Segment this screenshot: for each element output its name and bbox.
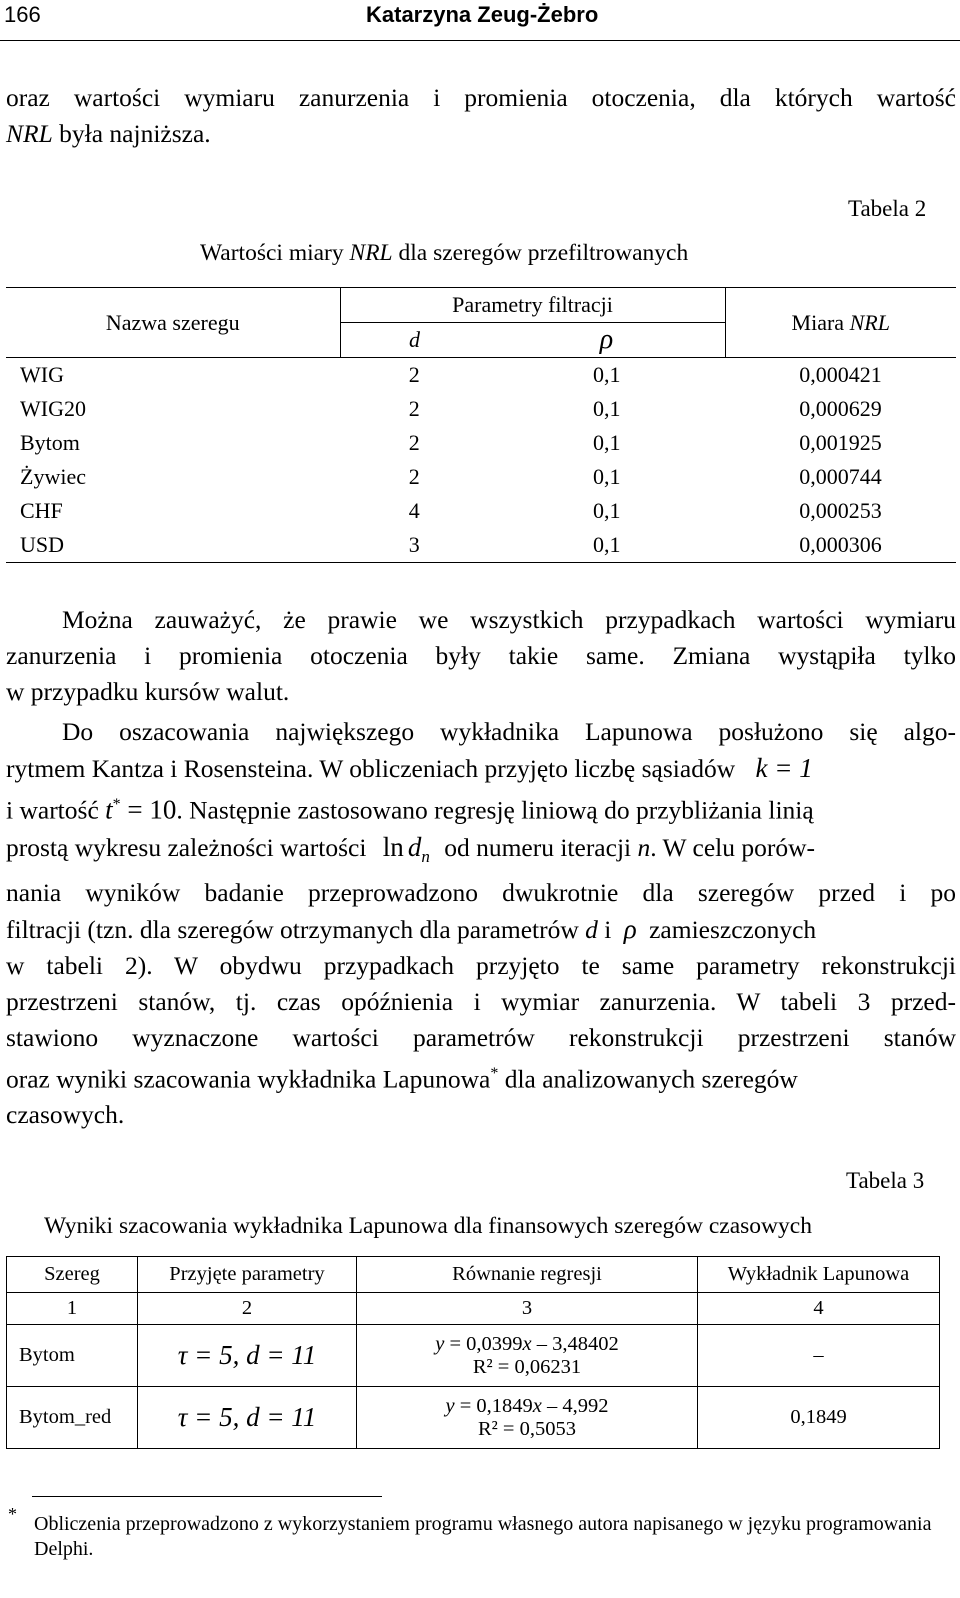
cell-nrl: 0,000744 <box>799 464 882 489</box>
footnote-mark: * <box>8 1504 17 1524</box>
cell-series: Bytom_red <box>7 1387 138 1449</box>
cell-d: 2 <box>408 430 420 455</box>
table3-label: Tabela 3 <box>846 1168 925 1193</box>
cell-d: 2 <box>408 396 420 421</box>
intro-line-2 <box>6 116 956 152</box>
var-rho: ρ <box>623 913 637 944</box>
eq-end: – 4,992 <box>541 1394 609 1417</box>
table2-col-measure-var: NRL <box>849 309 890 335</box>
table3-col-number: 1 <box>7 1293 138 1325</box>
p1-line-3: w przypadku kursów walut. <box>6 677 290 706</box>
nrl-variable: NRL <box>6 119 53 148</box>
cell-rho: 0,1 <box>593 498 621 523</box>
footnote-divider <box>32 1496 382 1497</box>
math-n-sub: n <box>421 846 430 866</box>
intro-paragraph <box>6 80 956 152</box>
cell-nrl: 0,000306 <box>725 528 956 563</box>
p2-line-2-text: rytmem Kantza i Rosensteina. W obliczeniach przyjęto liczbę sąsiadów <box>6 754 742 783</box>
var-n: n <box>637 832 651 862</box>
p2-line-10-text-b: dla analizowanych szeregów <box>498 1064 798 1094</box>
table3-header-row <box>7 1257 940 1293</box>
p2-line-5: nania wyników badanie przeprowadzono dwukrotnie dla szeregów przed i po <box>6 877 956 907</box>
p1-line-2: zanurzenia i promienia otoczenia były takie same. Zmiana wystąpiła tylko <box>6 641 956 670</box>
table2-label: Tabela 2 <box>848 196 927 221</box>
cell-rho: 0,1 <box>593 430 621 455</box>
body-paragraph-1 <box>6 602 956 710</box>
table-row <box>7 1325 940 1387</box>
body-paragraph-2 <box>6 714 956 1133</box>
intro-line-2-text: była najniższa. <box>52 119 211 148</box>
math-d: d <box>407 831 422 862</box>
eq-y: y <box>435 1332 445 1355</box>
table2-title-var: NRL <box>349 240 393 266</box>
table3-header: Równanie regresji <box>357 1257 698 1293</box>
p2-line-4-text-c: . W celu porów- <box>650 832 816 862</box>
table3 <box>6 1256 940 1449</box>
math-k: k = 1 <box>755 753 813 783</box>
p2-line-6-text-b: i <box>597 914 618 944</box>
cell-nrl: 0,000421 <box>799 362 882 387</box>
p2-line-10 <box>6 1056 956 1098</box>
eq-mid: = 0,0399 <box>444 1332 523 1355</box>
table3-header: Przyjęte parametry <box>138 1257 357 1293</box>
math-t: t <box>105 794 113 825</box>
cell-d: 4 <box>408 498 420 523</box>
var-d: d <box>585 914 598 944</box>
cell-equation <box>357 1387 698 1449</box>
page-header <box>0 0 960 41</box>
cell-name: USD <box>6 528 340 563</box>
p2-line-3 <box>6 787 956 829</box>
cell-name: Bytom <box>20 430 80 455</box>
math-ln: ln <box>382 831 404 862</box>
cell-rho: 0,1 <box>593 362 621 387</box>
equation-line <box>357 1395 697 1418</box>
p2-line-4 <box>6 829 956 875</box>
cell-nrl: 0,001925 <box>799 430 882 455</box>
cell-nrl: 0,000253 <box>799 498 882 523</box>
p2-line-11: czasowych. <box>6 1100 125 1130</box>
table2-col-name: Nazwa szeregu <box>6 288 340 358</box>
table3-header: Szereg <box>7 1257 138 1293</box>
table-row <box>6 358 956 393</box>
table-row <box>7 1387 940 1449</box>
table-row <box>6 460 956 494</box>
cell-d: 2 <box>408 362 420 387</box>
cell-name: CHF <box>20 498 63 523</box>
table2-title <box>200 240 688 267</box>
running-head: Katarzyna Zeug-Żebro <box>366 2 599 27</box>
p2-line-10-text-a: oraz wyniki szacowania wykładnika Lapunowa <box>6 1064 491 1094</box>
table2 <box>6 287 956 563</box>
table2-col-params: Parametry filtracji <box>340 288 725 323</box>
p2-line-1: Do oszacowania największego wykładnika Lapunowa posłużono się algo- <box>62 717 956 746</box>
math-t-star: * <box>112 796 121 813</box>
cell-d: 3 <box>340 528 489 563</box>
footnote-ref: * <box>490 1064 499 1082</box>
page-number: 166 <box>4 2 41 27</box>
footnote-text: Obliczenia przeprowadzono z wykorzystaniem programu własnego autora napisanego w języku programowania Delphi. <box>34 1513 932 1560</box>
equation-line <box>357 1333 697 1356</box>
cell-name: Żywiec <box>20 464 86 489</box>
p2-line-7: w tabeli 2). W obydwu przypadkach przyjęto te same parametry rekonstrukcji <box>6 950 956 980</box>
eq-end: – 3,48402 <box>531 1332 619 1355</box>
cell-equation <box>357 1325 698 1387</box>
cell-series: Bytom <box>7 1325 138 1387</box>
table3-col-number: 2 <box>138 1293 357 1325</box>
table-row <box>6 426 956 460</box>
cell-lyapunov: – <box>698 1325 940 1387</box>
p2-line-4-text-a: prostą wykresu zależności wartości <box>6 832 373 862</box>
table3-col-number: 4 <box>698 1293 940 1325</box>
table2-col-measure-text: Miara <box>791 309 850 335</box>
cell-lyapunov: 0,1849 <box>698 1387 940 1449</box>
table-row <box>6 494 956 528</box>
table2-col-measure <box>725 288 956 358</box>
table2-col-rho: ρ <box>489 323 726 358</box>
p2-line-3-text-b: . Następnie zastosowano regresję liniową do przybliżania linią <box>176 795 814 825</box>
p2-line-3-text-a: i wartość <box>6 795 106 825</box>
math-t-value: = 10 <box>120 794 177 825</box>
p2-line-8: przestrzeni stanów, tj. czas opóźnienia i wymiar zanurzenia. W tabeli 3 przed- <box>6 986 956 1016</box>
p2-line-2 <box>6 750 956 787</box>
eq-x: x <box>532 1394 542 1417</box>
table-row <box>6 392 956 426</box>
table2-col-d: d <box>340 323 489 358</box>
r-squared: R² = 0,5053 <box>477 1417 576 1440</box>
cell-name: WIG20 <box>20 396 86 421</box>
p1-line-1: Można zauważyć, że prawie we wszystkich przypadkach wartości wymiaru <box>62 605 956 634</box>
p2-line-9: stawiono wyznaczone wartości parametrów rekonstrukcji przestrzeni stanów <box>6 1022 956 1052</box>
p2-line-4-text-b: od numeru iteracji <box>437 832 638 862</box>
cell-params: τ = 5, d = 11 <box>138 1387 357 1449</box>
cell-rho: 0,1 <box>593 464 621 489</box>
cell-rho: 0,1 <box>489 528 726 563</box>
cell-name: WIG <box>20 362 64 387</box>
table2-header-row-1 <box>6 288 956 323</box>
cell-params: τ = 5, d = 11 <box>138 1325 357 1387</box>
table2-title-b: dla szeregów przefiltrowanych <box>392 240 689 266</box>
cell-nrl: 0,000629 <box>799 396 882 421</box>
table3-number-row <box>7 1293 940 1325</box>
p2-line-6-text-c: zamieszczonych <box>642 914 817 944</box>
p2-line-6-text-a: filtracji (tzn. dla szeregów otrzymanych dla parametrów <box>6 914 586 944</box>
table3-col-number: 3 <box>357 1293 698 1325</box>
p2-line-6 <box>6 911 956 948</box>
table3-header: Wykładnik Lapunowa <box>698 1257 940 1293</box>
table2-title-a: Wartości miary <box>200 240 350 266</box>
intro-line-1: oraz wartości wymiaru zanurzenia i promienia otoczenia, dla których wartość <box>6 83 956 112</box>
eq-y: y <box>445 1394 455 1417</box>
table-row <box>6 528 956 563</box>
cell-d: 2 <box>408 464 420 489</box>
eq-x: x <box>522 1332 532 1355</box>
cell-rho: 0,1 <box>593 396 621 421</box>
r-squared: R² = 0,06231 <box>472 1355 582 1378</box>
table3-title: Wyniki szacowania wykładnika Lapunowa dla finansowych szeregów czasowych <box>44 1213 812 1239</box>
eq-mid: = 0,1849 <box>454 1394 533 1417</box>
